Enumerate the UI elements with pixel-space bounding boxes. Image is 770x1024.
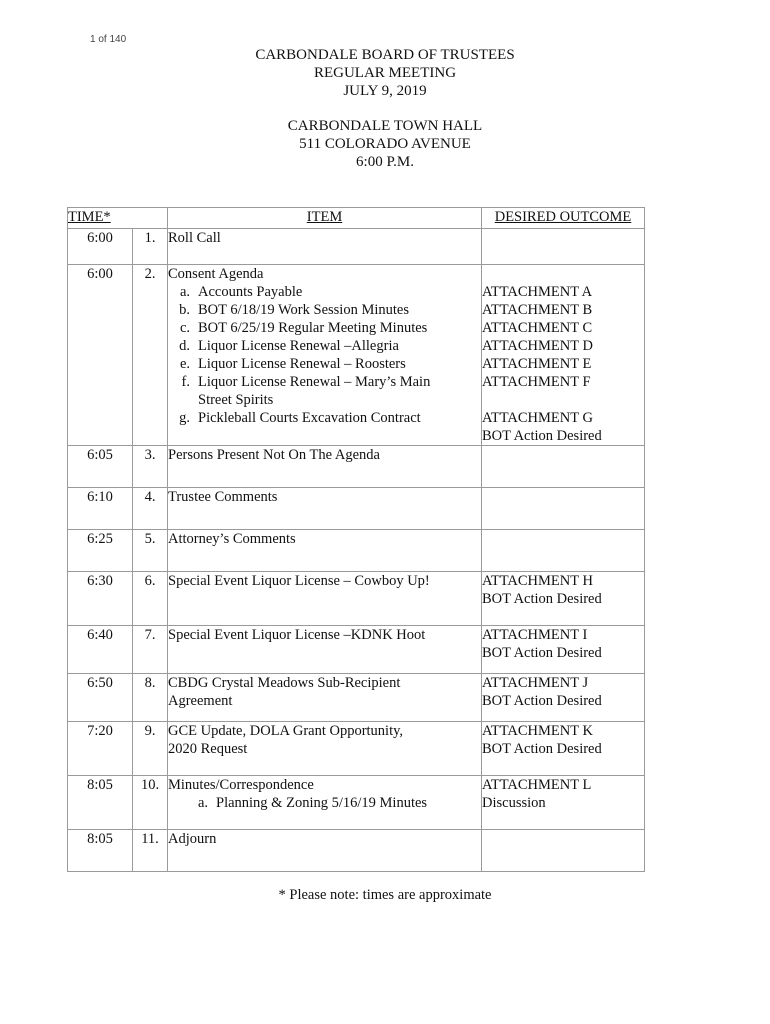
header-date: JULY 9, 2019 xyxy=(343,83,427,99)
outcome-attachment: ATTACHMENT G xyxy=(482,410,593,426)
table-row xyxy=(68,722,645,776)
outcome-cell xyxy=(482,626,645,674)
header-title: CARBONDALE BOARD OF TRUSTEES xyxy=(255,47,515,63)
item-title xyxy=(168,674,482,722)
item-number: 5. xyxy=(133,530,168,572)
item-number: 11. xyxy=(133,830,168,872)
page-indicator: 1 of 140 xyxy=(90,34,127,45)
item-number: 6. xyxy=(133,572,168,626)
outcome-attachment: ATTACHMENT D xyxy=(482,338,593,354)
time-cell: 6:00 xyxy=(68,229,133,265)
sub-item-text: BOT 6/18/19 Work Session Minutes xyxy=(198,302,409,318)
item-number: 4. xyxy=(133,488,168,530)
sub-item-letter: a. xyxy=(197,795,208,811)
table-row xyxy=(68,674,645,722)
item-title-line: Minutes/Correspondence xyxy=(168,777,314,793)
item-number: 2. xyxy=(133,265,168,446)
item-title-line: GCE Update, DOLA Grant Opportunity, xyxy=(168,723,404,739)
sub-item-text-continued: Street Spirits xyxy=(198,392,274,408)
outcome-action: BOT Action Desired xyxy=(482,591,602,607)
item-number: 1. xyxy=(133,229,168,265)
meeting-header xyxy=(0,46,770,171)
item-title: Special Event Liquor License –KDNK Hoot xyxy=(168,626,482,674)
item-title-line: Agreement xyxy=(168,693,233,709)
outcome-action: BOT Action Desired xyxy=(482,645,602,661)
outcome-attachment: ATTACHMENT B xyxy=(482,302,593,318)
outcome-attachment: ATTACHMENT E xyxy=(482,356,592,372)
item-title: Special Event Liquor License – Cowboy Up! xyxy=(168,572,482,626)
sub-item-letter: b. xyxy=(179,302,190,318)
outcome-action: Discussion xyxy=(482,795,546,811)
sub-item xyxy=(168,409,481,427)
sub-item xyxy=(168,301,481,319)
sub-item xyxy=(168,794,481,812)
item-number: 10. xyxy=(133,776,168,830)
header-location: CARBONDALE TOWN HALL xyxy=(287,118,483,134)
table-header-row xyxy=(68,208,645,229)
item-title-line: CBDG Crystal Meadows Sub-Recipient xyxy=(168,675,401,691)
table-row xyxy=(68,830,645,872)
outcome-cell xyxy=(482,488,645,530)
agenda-table xyxy=(67,207,645,872)
outcome-cell xyxy=(482,830,645,872)
item-title: Attorney’s Comments xyxy=(168,530,482,572)
sub-item-text: BOT 6/25/19 Regular Meeting Minutes xyxy=(198,320,428,336)
sub-item-text: Liquor License Renewal – Roosters xyxy=(198,356,406,372)
outcome-cell xyxy=(482,265,645,446)
time-cell: 6:10 xyxy=(68,488,133,530)
table-row xyxy=(68,626,645,674)
table-row xyxy=(68,229,645,265)
sub-item-text: Liquor License Renewal –Allegria xyxy=(198,338,399,354)
outcome-cell xyxy=(482,722,645,776)
sub-item-text: Pickleball Courts Excavation Contract xyxy=(198,410,421,426)
consent-agenda-cell xyxy=(168,265,482,446)
sub-item-letter: a. xyxy=(179,284,190,300)
time-cell: 6:25 xyxy=(68,530,133,572)
sub-item-letter: f. xyxy=(181,374,190,390)
sub-item xyxy=(168,283,481,301)
item-title-line: 2020 Request xyxy=(168,741,248,757)
table-row xyxy=(68,446,645,488)
item-number: 8. xyxy=(133,674,168,722)
sub-item-letter: g. xyxy=(179,410,190,426)
item-title: Trustee Comments xyxy=(168,488,482,530)
outcome-attachment: ATTACHMENT K xyxy=(482,723,593,739)
time-cell: 6:30 xyxy=(68,572,133,626)
sub-item-text: Accounts Payable xyxy=(198,284,303,300)
outcome-cell xyxy=(482,674,645,722)
outcome-action: BOT Action Desired xyxy=(482,741,602,757)
item-title xyxy=(168,776,482,830)
outcome-action: BOT Action Desired xyxy=(482,693,602,709)
time-cell: 6:40 xyxy=(68,626,133,674)
outcome-attachment: ATTACHMENT H xyxy=(482,573,593,589)
item-number: 9. xyxy=(133,722,168,776)
outcome-attachment: ATTACHMENT A xyxy=(482,284,593,300)
sub-item xyxy=(168,373,481,409)
item-title: Persons Present Not On The Agenda xyxy=(168,446,482,488)
outcome-cell xyxy=(482,229,645,265)
sub-item-letter: e. xyxy=(179,356,190,372)
item-title: Consent Agenda xyxy=(168,266,264,282)
outcome-attachment: ATTACHMENT C xyxy=(482,320,593,336)
outcome-cell xyxy=(482,572,645,626)
column-header-outcome: DESIRED OUTCOME xyxy=(482,208,645,229)
sub-item-text: Planning & Zoning 5/16/19 Minutes xyxy=(216,795,428,811)
outcome-cell xyxy=(482,446,645,488)
sub-item-text: Liquor License Renewal – Mary’s Main xyxy=(198,374,431,390)
header-address: 511 COLORADO AVENUE xyxy=(299,136,471,152)
time-cell: 8:05 xyxy=(68,830,133,872)
column-header-item: ITEM xyxy=(168,208,482,229)
table-row xyxy=(68,776,645,830)
sub-item xyxy=(168,319,481,337)
header-meeting-type: REGULAR MEETING xyxy=(313,65,457,81)
outcome-attachment: ATTACHMENT F xyxy=(482,374,591,390)
footer-note: * Please note: times are approximate xyxy=(278,887,492,903)
item-number: 3. xyxy=(133,446,168,488)
table-row xyxy=(68,265,645,446)
outcome-attachment: ATTACHMENT J xyxy=(482,675,589,691)
time-cell: 8:05 xyxy=(68,776,133,830)
item-title xyxy=(168,722,482,776)
sub-item xyxy=(168,337,481,355)
column-header-time: TIME* xyxy=(68,208,168,229)
header-time: 6:00 P.M. xyxy=(356,154,414,170)
outcome-cell xyxy=(482,776,645,830)
time-cell: 6:05 xyxy=(68,446,133,488)
time-cell: 6:50 xyxy=(68,674,133,722)
outcome-action: BOT Action Desired xyxy=(482,428,602,444)
sub-item-letter: d. xyxy=(179,338,190,354)
sub-item-letter: c. xyxy=(179,320,190,336)
time-cell: 7:20 xyxy=(68,722,133,776)
outcome-cell xyxy=(482,530,645,572)
item-number: 7. xyxy=(133,626,168,674)
outcome-attachment: ATTACHMENT I xyxy=(482,627,588,643)
outcome-attachment: ATTACHMENT L xyxy=(482,777,592,793)
table-row xyxy=(68,488,645,530)
sub-item xyxy=(168,355,481,373)
time-cell: 6:00 xyxy=(68,265,133,446)
table-row xyxy=(68,572,645,626)
item-title: Adjourn xyxy=(168,830,482,872)
table-row xyxy=(68,530,645,572)
item-title: Roll Call xyxy=(168,229,482,265)
